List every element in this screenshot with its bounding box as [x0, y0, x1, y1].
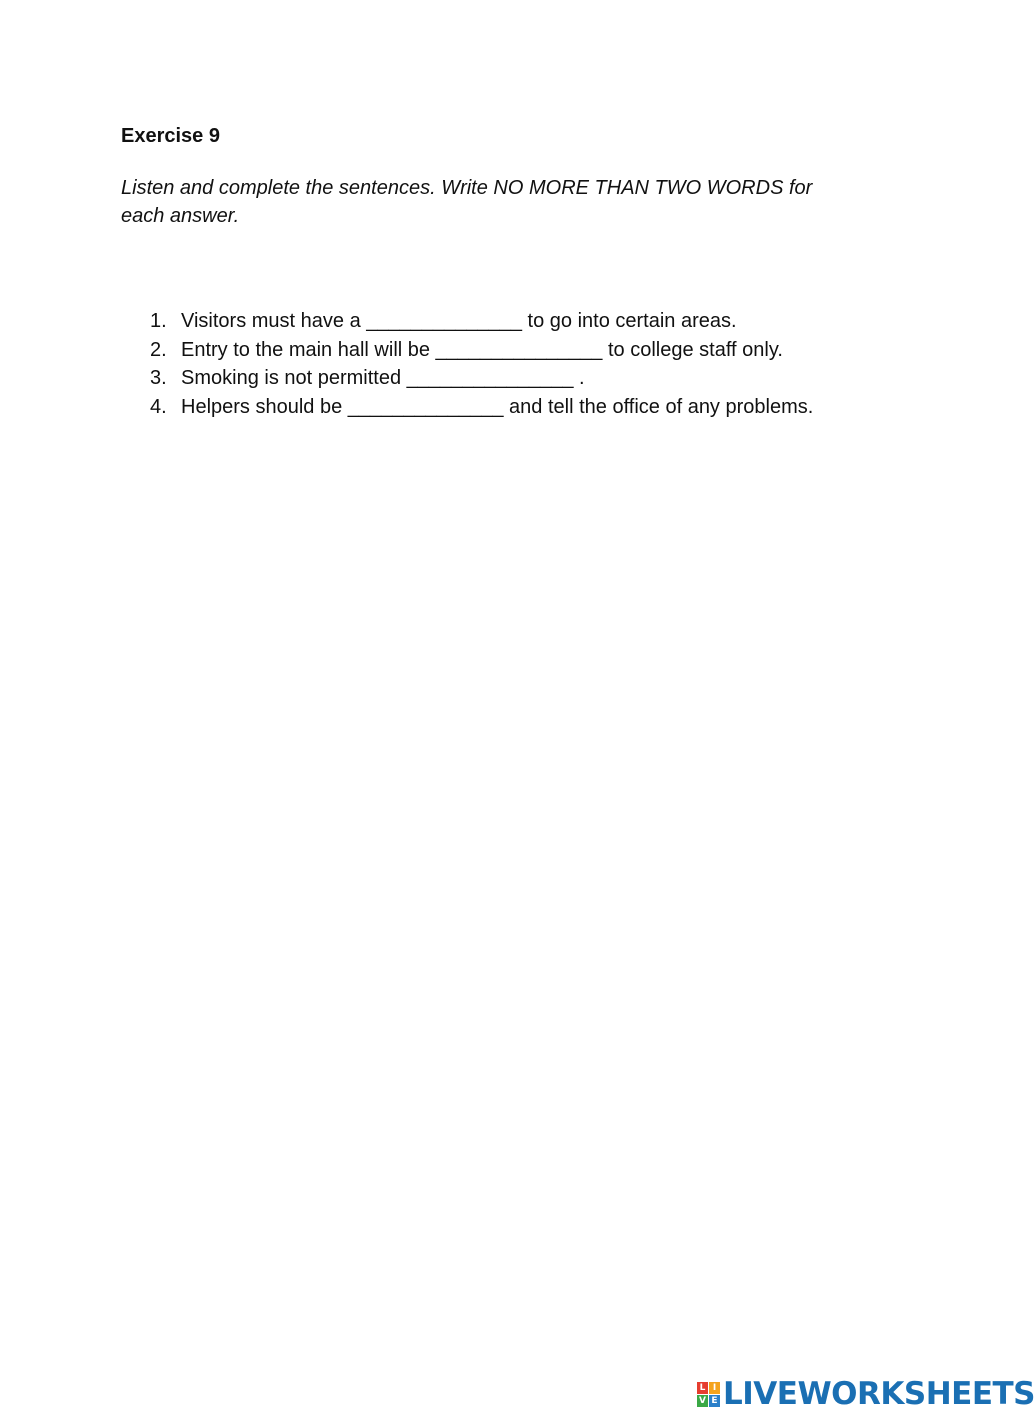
logo-mark-letter: V [697, 1395, 708, 1407]
question-text: Visitors must have a ______________ to go into certain areas. [181, 310, 737, 332]
question-text: Entry to the main hall will be _______________ to college staff only. [181, 338, 783, 361]
exercise-title: Exercise 9 [121, 125, 220, 147]
logo-mark-icon [697, 1382, 720, 1407]
logo-mark-letter: I [709, 1382, 720, 1394]
exercise-instructions: Listen and complete the sentences. Write NO MORE THAN TWO WORDS for each answer. [121, 177, 813, 227]
question-number: 4. [150, 396, 167, 419]
logo-text: LIVEWORKSHEETS [723, 1376, 1035, 1412]
question-number: 1. [150, 310, 167, 332]
question-item [150, 364, 813, 393]
logo-mark-letter: E [709, 1395, 720, 1407]
question-number: 2. [150, 338, 167, 361]
question-number: 3. [150, 367, 167, 390]
question-item [150, 336, 813, 365]
question-item [150, 307, 813, 336]
logo-mark-letter: L [697, 1382, 708, 1394]
question-item [150, 393, 813, 422]
question-list [150, 307, 813, 422]
question-text: Smoking is not permitted _______________ . [181, 367, 585, 390]
liveworksheets-logo [697, 1376, 1035, 1412]
question-text: Helpers should be ______________ and tell the office of any problems. [181, 396, 814, 419]
